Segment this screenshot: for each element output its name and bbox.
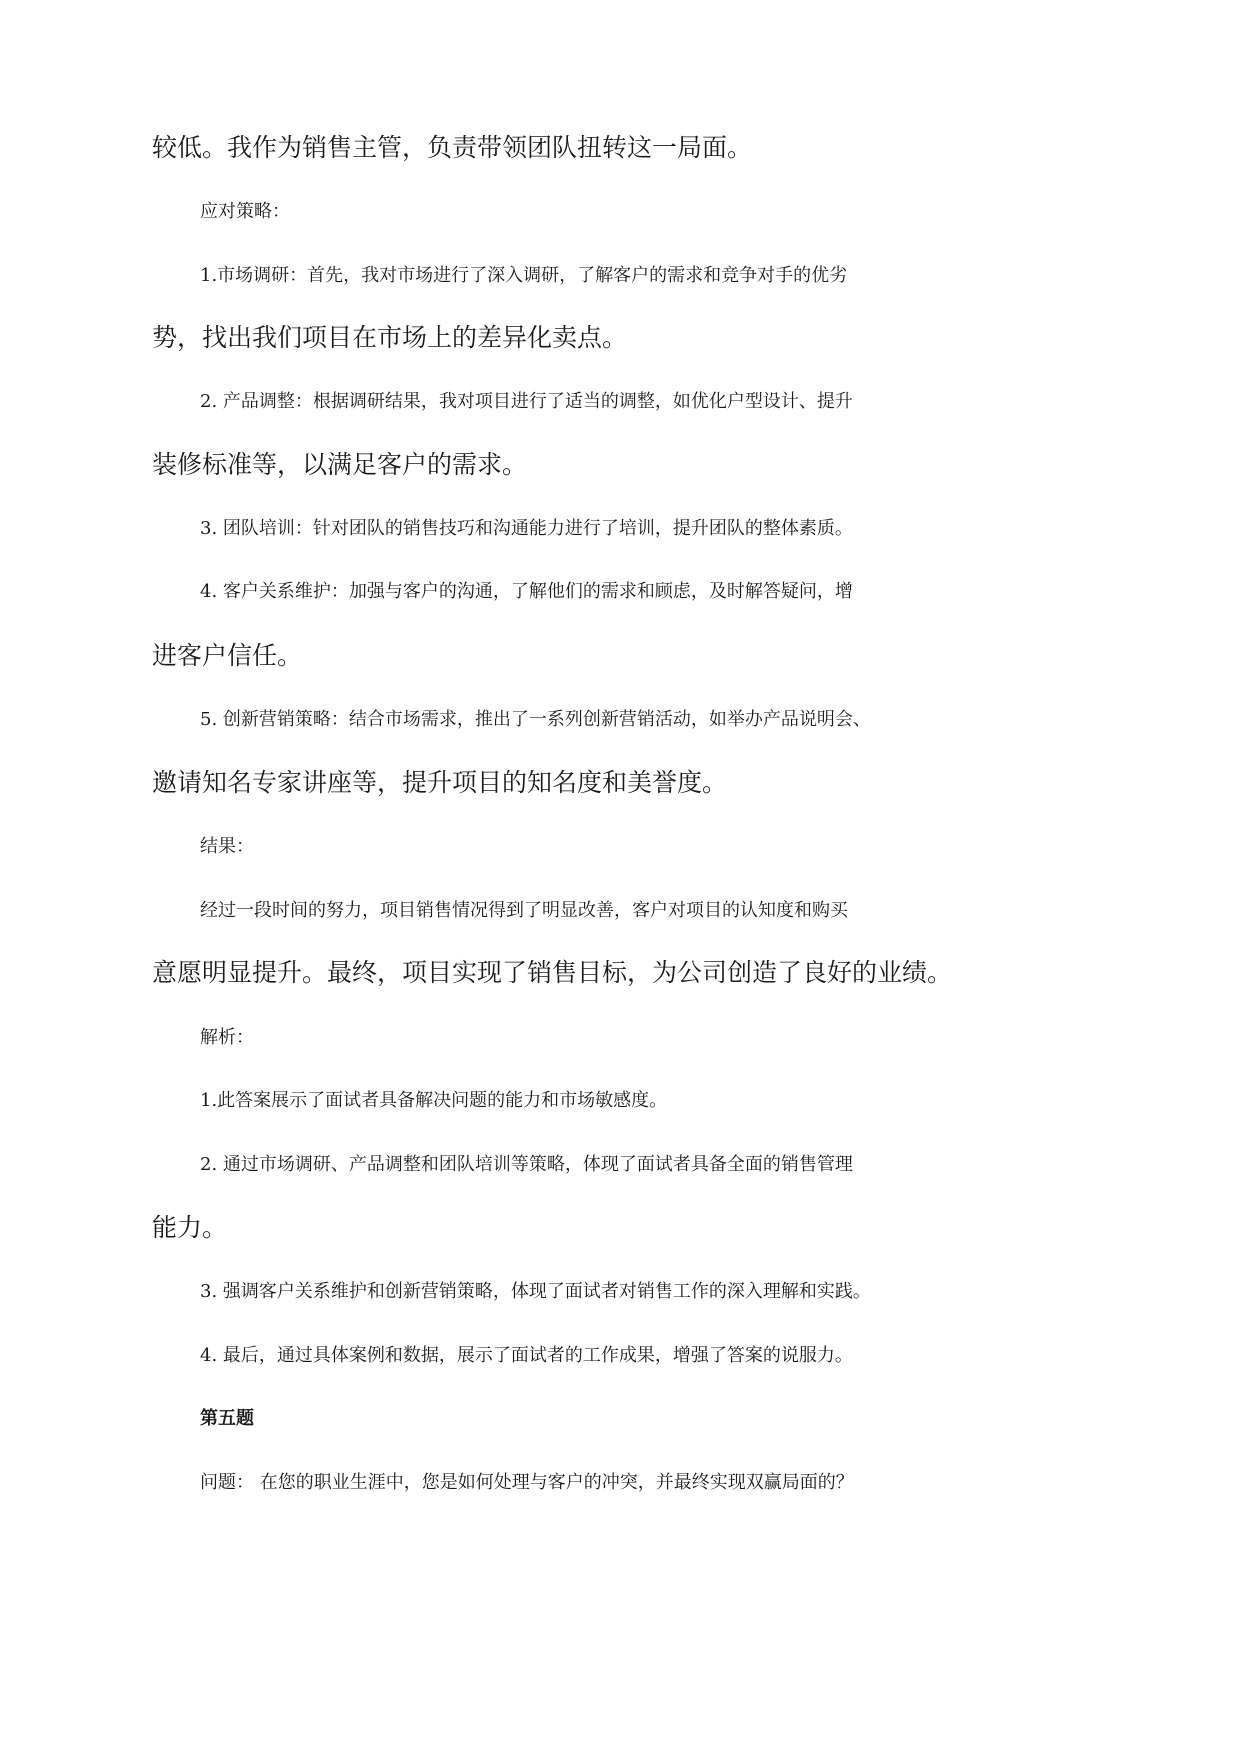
text-line-20: 4. 最后，通过具体案例和数据，展示了面试者的工作成果，增强了答案的说服力。 xyxy=(200,1345,853,1366)
text-line-1: 较低。我作为销售主管，负责带领团队扭转这一局面。 xyxy=(152,133,753,162)
heading-strategy: 应对策略： xyxy=(200,201,290,222)
text-line-8: 4. 客户关系维护：加强与客户的沟通，了解他们的需求和顾虑，及时解答疑问，增 xyxy=(200,581,853,602)
text-line-16: 1.此答案展示了面试者具备解决问题的能力和市场敏感度。 xyxy=(200,1090,668,1111)
section-heading: 第五题 xyxy=(200,1408,254,1429)
text-line-14: 意愿明显提升。最终，项目实现了销售目标，为公司创造了良好的业绩。 xyxy=(152,958,953,987)
text-line-3: 1.市场调研：首先，我对市场进行了深入调研，了解客户的需求和竞争对手的优劣 xyxy=(200,265,848,286)
text-line-9: 进客户信任。 xyxy=(152,641,303,670)
heading-result: 结果： xyxy=(200,836,254,857)
text-line-4: 势，找出我们项目在市场上的差异化卖点。 xyxy=(152,323,628,352)
text-line-7: 3. 团队培训：针对团队的销售技巧和沟通能力进行了培训，提升团队的整体素质。 xyxy=(200,518,853,539)
text-line-17: 2. 通过市场调研、产品调整和团队培训等策略，体现了面试者具备全面的销售管理 xyxy=(200,1154,853,1175)
text-line-10: 5. 创新营销策略：结合市场需求，推出了一系列创新营销活动，如举办产品说明会、 xyxy=(200,709,871,730)
text-line-18: 能力。 xyxy=(152,1213,228,1242)
heading-analysis: 解析： xyxy=(200,1027,254,1048)
text-line-13: 经过一段时间的努力，项目销售情况得到了明显改善，客户对项目的认知度和购买 xyxy=(200,900,848,921)
text-line-6: 装修标准等，以满足客户的需求。 xyxy=(152,450,528,479)
text-line-11: 邀请知名专家讲座等，提升项目的知名度和美誉度。 xyxy=(152,768,728,797)
text-line-19: 3. 强调客户关系维护和创新营销策略，体现了面试者对销售工作的深入理解和实践。 xyxy=(200,1281,871,1302)
text-line-5: 2. 产品调整：根据调研结果，我对项目进行了适当的调整，如优化户型设计、提升 xyxy=(200,391,853,412)
question-line: 问题： 在您的职业生涯中，您是如何处理与客户的冲突，并最终实现双赢局面的？ xyxy=(200,1472,854,1493)
